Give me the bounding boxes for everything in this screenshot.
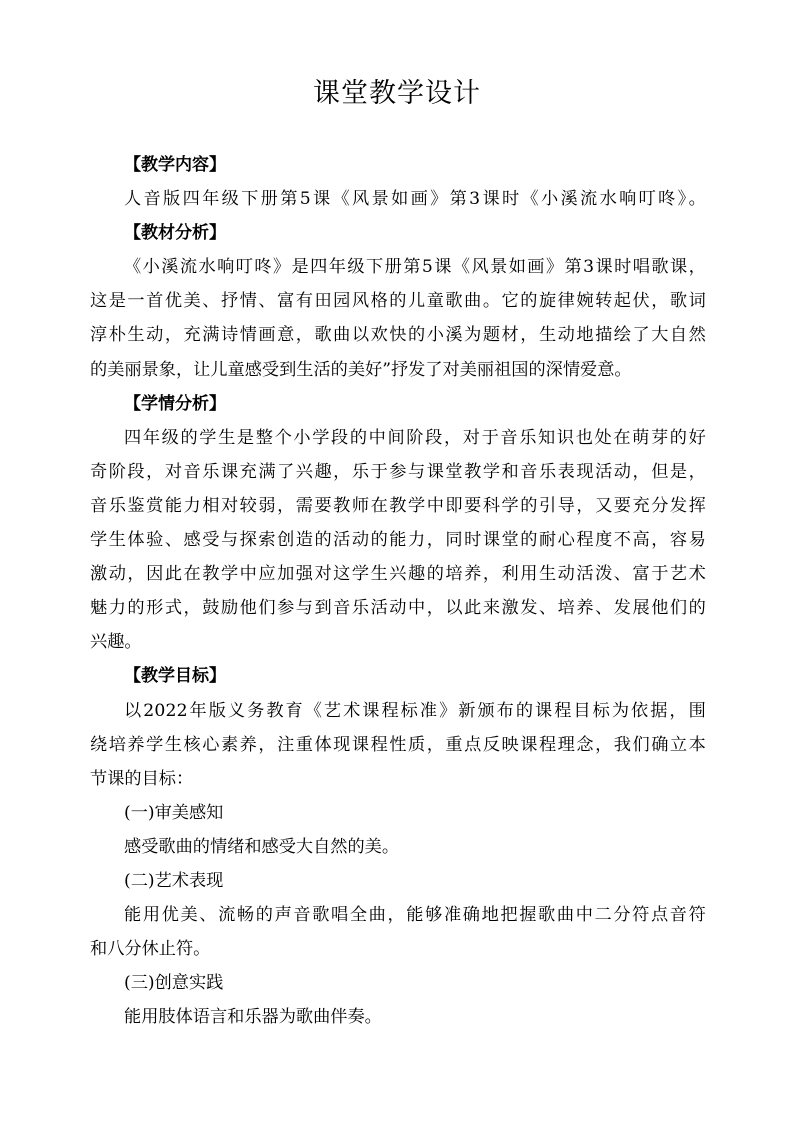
paragraph-line: 音乐鉴赏能力相对较弱，需要教师在教学中即要科学的引导，又要充分发挥 <box>90 495 706 516</box>
paragraph-line: 的美丽景象，让儿童感受到生活的美好”抒发了对美丽祖国的深情爱意。 <box>90 359 632 380</box>
paragraph-line: 激动，因此在教学中应加强对这学生兴趣的培养，利用生动活泼、富于艺术 <box>90 564 706 585</box>
subsection-line: (二)艺术表现 <box>124 870 224 891</box>
section-heading: 【教学目标】 <box>124 666 226 687</box>
paragraph-line: 魅力的形式，鼓励他们参与到音乐活动中，以此来激发、培养、发展他们的 <box>90 598 706 619</box>
paragraph-line: 能用优美、流畅的声音歌唱全曲，能够准确地把握歌曲中二分符点音符 <box>124 905 706 926</box>
paragraph-line: 以2022年版义务教育《艺术课程标准》新颁布的课程目标为依据，围 <box>124 700 706 721</box>
subsection-line: 能用肢体语言和乐器为歌曲伴奏。 <box>124 1007 382 1028</box>
paragraph-line: 绕培养学生核心素养，注重体现课程性质，重点反映课程理念，我们确立本 <box>90 734 706 755</box>
paragraph-line: 节课的目标： <box>90 768 194 789</box>
subsection-line: (一)审美感知 <box>124 802 224 823</box>
paragraph-line: 兴趣。 <box>90 632 142 653</box>
paragraph-line: 奇阶段，对音乐课充满了兴趣，乐于参与课堂教学和音乐表现活动，但是， <box>90 461 706 482</box>
paragraph-line: 这是一首优美、抒情、富有田园风格的儿童歌曲。它的旋律婉转起伏，歌词 <box>90 291 706 312</box>
paragraph-line: 人音版四年级下册第5课《风景如画》第3课时《小溪流水响叮咚》。 <box>124 189 706 210</box>
paragraph-line: 和八分休止符。 <box>90 939 211 960</box>
paragraph-line: 四年级的学生是整个小学段的中间阶段，对于音乐知识也处在萌芽的好 <box>124 427 706 448</box>
section-heading: 【学情分析】 <box>124 393 226 414</box>
section-heading: 【教材分析】 <box>124 223 226 244</box>
paragraph-line: 学生体验、感受与探索创造的活动的能力，同时课堂的耐心程度不高，容易 <box>90 530 706 551</box>
paragraph-line: 淳朴生动，充满诗情画意，歌曲以欢快的小溪为题材，生动地描绘了大自然 <box>90 325 706 346</box>
subsection-line: 感受歌曲的情绪和感受大自然的美。 <box>124 836 400 857</box>
section-heading: 【教学内容】 <box>124 155 226 175</box>
subsection-line: (三)创意实践 <box>124 973 224 994</box>
paragraph-line: 《小溪流水响叮咚》是四年级下册第5课《风景如画》第3课时唱歌课， <box>124 257 706 278</box>
document-body <box>90 148 706 1034</box>
page-title: 课堂教学设计 <box>313 78 481 109</box>
